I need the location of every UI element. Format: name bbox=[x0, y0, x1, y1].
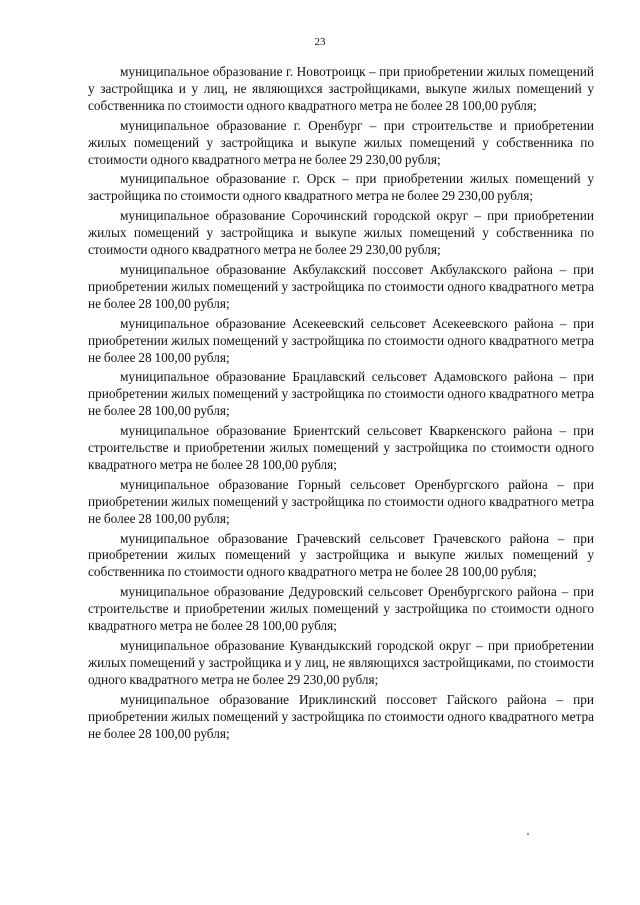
paragraph-kuvandyk: муниципальное образование Кувандыкский городской округ – при приобретении жилых помещений у застройщика и у лиц, не являющихся застройщиками, по стоимости одного квадратного метра не более 29 230,00 рубля; bbox=[88, 638, 594, 687]
paragraph-brient: муниципальное образование Бриентский сельсовет Кваркенского района – при строительстве и приобретении жилых помещений у застройщика по стоимости одного квадратного метра не более 28 100,00 рубля; bbox=[88, 423, 594, 472]
paragraph-novotroitsk: муниципальное образование г. Новотроицк – при приобретении жилых помещений у застройщика и у лиц, не являющихся застройщиками, выкупе жилых помещений у собственника по стоимости одного квадратного метра не более 28 100,00 рубля; bbox=[88, 64, 594, 113]
paragraph-orsk: муниципальное образование г. Орск – при приобретении жилых помещений у застройщика по стоимости одного квадратного метра не более 29 230,00 рубля; bbox=[88, 171, 594, 204]
paragraph-dedurovka: муниципальное образование Дедуровский сельсовет Оренбургского района – при строительстве и приобретении жилых помещений у застройщика по стоимости одного квадратного метра не более 28 100,00 рубля; bbox=[88, 584, 594, 634]
paragraph-orenburg: муниципальное образование г. Оренбург – при строительстве и приобретении жилых помещений у застройщика и выкупе жилых помещений у собственника по стоимости одного квадратного метра не более 29 230,00 рубля; bbox=[88, 117, 594, 167]
page-number: 23 bbox=[314, 36, 326, 48]
paragraph-iriklinsky: муниципальное образование Ириклинский поссовет Гайского района – при приобретении жилых помещений у застройщика по стоимости одного квадратного метра не более 28 100,00 рубля; bbox=[88, 691, 594, 741]
paragraph-bratslav: муниципальное образование Брацлавский сельсовет Адамовского района – при приобретении жилых помещений у застройщика по стоимости одного квадратного метра не более 28 100,00 рубля; bbox=[88, 369, 594, 419]
paragraph-sorochinsk: муниципальное образование Сорочинский городской округ – при приобретении жилых помещений у застройщика и выкупе жилых помещений у собственника по стоимости одного квадратного метра не более 29 230,00 рубля; bbox=[88, 208, 594, 258]
paragraph-gorny: муниципальное образование Горный сельсовет Оренбургского района – при приобретении жилых помещений у застройщика по стоимости одного квадратного метра не более 28 100,00 рубля; bbox=[88, 476, 594, 526]
scan-speck bbox=[527, 833, 529, 835]
paragraph-akbulak: муниципальное образование Акбулакский поссовет Акбулакского района – при приобретении жилых помещений у застройщика по стоимости одного квадратного метра не более 28 100,00 рубля; bbox=[88, 261, 594, 311]
paragraph-asekeevo: муниципальное образование Асекеевский сельсовет Асекеевского района – при приобретении жилых помещений у застройщика по стоимости одного квадратного метра не более 28 100,00 рубля; bbox=[88, 315, 594, 365]
paragraph-grachevka: муниципальное образование Грачевский сельсовет Грачевского района – при приобретении жилых помещений у застройщика и выкупе жилых помещений у собственника по стоимости одного квадратного метра не более 28 100,00 рубля; bbox=[88, 530, 594, 580]
document-body bbox=[88, 64, 594, 745]
